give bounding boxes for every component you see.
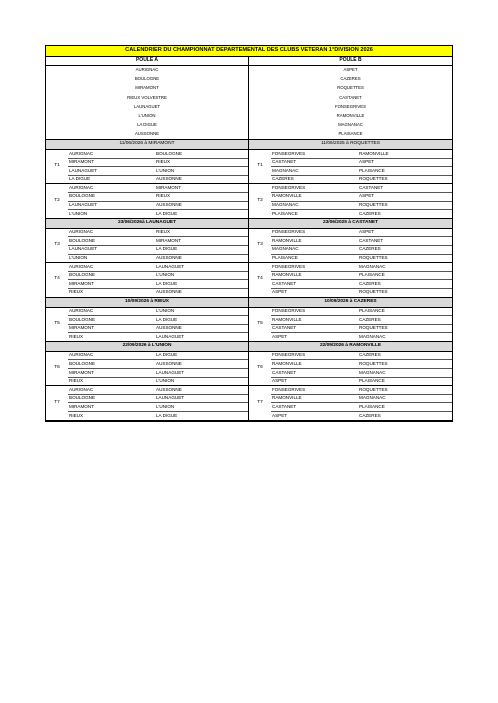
match-row xyxy=(68,403,248,412)
round-row xyxy=(46,263,452,297)
calendar-title: CALENDRIER DU CHAMPIONNAT DEPARTEMENTAL DES CLUBS VETERAN 1°DIVISION 2026 xyxy=(46,46,452,57)
pool-a-date: 10/09/2026 à RIEUX xyxy=(46,298,249,307)
away-team: LA DIGUE xyxy=(156,353,178,358)
home-team: PLAISANCE xyxy=(272,211,298,216)
match-list xyxy=(271,184,452,217)
home-team: LAUNAGUET xyxy=(69,203,98,208)
home-team: LAUNAGUET xyxy=(69,247,98,252)
match-row xyxy=(68,360,248,369)
away-team: CASTANET xyxy=(359,238,384,243)
away-team: RIEUX xyxy=(156,160,171,165)
home-team: RAMONVILLE xyxy=(272,361,302,366)
away-team: AUSSONNE xyxy=(156,290,182,295)
home-team: L'UNION xyxy=(69,211,88,216)
round-label: T7 xyxy=(257,399,263,405)
home-team: FONSEGRIVES xyxy=(272,387,306,392)
away-team: ROQUETTES xyxy=(359,177,388,182)
round-b xyxy=(249,386,452,420)
away-team: LA DIGUE xyxy=(156,413,178,418)
home-team: RIEUX xyxy=(69,334,84,339)
match-row xyxy=(271,246,452,255)
round-label: T4 xyxy=(257,276,263,282)
round-b xyxy=(249,352,452,386)
round-label: T6 xyxy=(257,365,263,371)
match-list xyxy=(68,386,248,419)
match-row xyxy=(271,352,452,361)
home-team: LA DIGUE xyxy=(69,177,91,182)
pool-team-item: PLAISANCE xyxy=(338,131,363,137)
away-team: MAGNANAC xyxy=(359,264,386,269)
match-row xyxy=(68,210,248,218)
away-team: ASPET xyxy=(359,230,375,235)
away-team: LAUNAGUET xyxy=(156,396,185,401)
home-team: FONSEGRIVES xyxy=(272,185,306,190)
round-row xyxy=(46,386,452,420)
round-b xyxy=(249,229,452,263)
away-team: AUSSONNE xyxy=(156,256,182,261)
pool-b-date: 23/06/2025 à CASTANET xyxy=(322,219,379,225)
round-a xyxy=(46,150,249,184)
match-row xyxy=(271,193,452,202)
pool-team-item: LA DIGUE xyxy=(137,122,157,128)
home-team: MAGNANAC xyxy=(272,203,299,208)
home-team: MAGNANAC xyxy=(272,168,299,173)
match-row xyxy=(68,412,248,420)
home-team: FONSEGRIVES xyxy=(272,230,306,235)
away-team: PLAISANCE xyxy=(359,168,385,173)
match-row xyxy=(68,378,248,386)
away-team: L'UNION xyxy=(156,404,175,409)
match-row xyxy=(68,386,248,395)
match-row xyxy=(68,150,248,159)
match-row xyxy=(271,316,452,325)
match-row xyxy=(68,369,248,378)
home-team: CASTANET xyxy=(272,370,297,375)
match-row xyxy=(271,229,452,238)
home-team: BOULOGNE xyxy=(69,396,96,401)
home-team: AURIGNAC xyxy=(69,309,94,313)
round-b xyxy=(249,263,452,297)
away-team: CAZERES xyxy=(359,317,381,322)
match-row xyxy=(68,176,248,184)
match-row xyxy=(68,289,248,297)
away-team: LAUNAGUET xyxy=(156,264,185,269)
away-team: ROQUETTES xyxy=(359,256,388,261)
match-list xyxy=(68,352,248,385)
round-b xyxy=(249,150,452,184)
away-team: AUSSONNE xyxy=(156,361,182,366)
pool-b-date: 10/09/2026 à CAZERES xyxy=(324,298,377,304)
home-team: RIEUX xyxy=(69,413,84,418)
match-row xyxy=(271,237,452,246)
match-row xyxy=(271,263,452,272)
pool-team-item: AURIGNAC xyxy=(135,66,159,72)
match-row xyxy=(68,316,248,325)
match-row xyxy=(68,325,248,334)
round-row xyxy=(46,184,452,218)
match-row xyxy=(68,167,248,176)
home-team: BOULOGNE xyxy=(69,273,96,278)
home-team: BOULOGNE xyxy=(69,194,96,199)
away-team: L'UNION xyxy=(156,309,175,313)
match-row xyxy=(68,308,248,317)
match-row xyxy=(271,386,452,395)
away-team: LAUNAGUET xyxy=(156,334,185,339)
away-team: MAGNANAC xyxy=(359,370,386,375)
pool-a-date: 23/06/2026à LAUNAGUET xyxy=(46,219,249,228)
home-team: CASTANET xyxy=(272,281,297,286)
match-row xyxy=(68,280,248,289)
pool-team-item: L'UNION xyxy=(138,112,156,118)
away-team: RAMONVILLE xyxy=(359,151,389,156)
match-row xyxy=(271,403,452,412)
pool-headers xyxy=(46,57,452,66)
match-list xyxy=(68,150,248,183)
match-row xyxy=(68,202,248,211)
match-day-date-row xyxy=(46,342,452,352)
away-team: ROQUETTES xyxy=(359,290,388,295)
match-row xyxy=(271,167,452,176)
pool-team-item: RIEUX VOLVESTRE xyxy=(127,94,167,100)
away-team: CAZERES xyxy=(359,247,381,252)
home-team: MIRAMONT xyxy=(69,404,95,409)
away-team: CAZERES xyxy=(359,413,381,418)
match-row xyxy=(68,352,248,361)
home-team: ASPET xyxy=(272,290,288,295)
away-team: CAZERES xyxy=(359,353,381,358)
home-team: RIEUX xyxy=(69,379,84,384)
home-team: ASPET xyxy=(272,413,288,418)
match-row xyxy=(68,255,248,263)
home-team: MIRAMONT xyxy=(69,370,95,375)
away-team: PLAISANCE xyxy=(359,404,385,409)
match-list xyxy=(271,263,452,296)
round-b xyxy=(249,184,452,218)
home-team: L'UNION xyxy=(69,256,88,261)
away-team: ROQUETTES xyxy=(359,203,388,208)
match-list xyxy=(68,184,248,217)
away-team: MIRAMONT xyxy=(156,238,182,243)
match-day-date-row xyxy=(46,140,452,150)
pool-b-date: 22/09/2026 à RAMONVILLE xyxy=(319,342,382,348)
away-team: BOULOGNE xyxy=(156,151,183,156)
pool-team-item: BOULOGNE xyxy=(134,76,160,82)
round-a xyxy=(46,263,249,297)
home-team: BOULOGNE xyxy=(69,238,96,243)
away-team: LA DIGUE xyxy=(156,317,178,322)
pool-a-date: 11/06/2026 à MIRAMONT xyxy=(46,140,249,149)
away-team: RIEUX xyxy=(156,230,171,235)
home-team: MAGNANAC xyxy=(272,247,299,252)
round-row xyxy=(46,308,452,342)
away-team: PLAISANCE xyxy=(359,309,385,313)
away-team: AUSSONNE xyxy=(156,203,182,208)
match-row xyxy=(271,395,452,404)
calendar-table xyxy=(45,45,453,422)
match-row xyxy=(68,184,248,193)
match-row xyxy=(271,369,452,378)
match-row xyxy=(271,360,452,369)
match-list xyxy=(271,386,452,419)
match-day-date-row xyxy=(46,219,452,229)
round-a xyxy=(46,184,249,218)
pool-team-item: MAGNANAC xyxy=(338,122,363,128)
match-row xyxy=(271,378,452,386)
round-label: T5 xyxy=(54,320,60,326)
match-row xyxy=(271,280,452,289)
home-team: CAZERES xyxy=(272,177,294,182)
round-label: T6 xyxy=(54,365,60,371)
home-team: RAMONVILLE xyxy=(272,317,302,322)
home-team: AURIGNAC xyxy=(69,230,94,235)
home-team: CASTANET xyxy=(272,326,297,331)
match-row xyxy=(271,333,452,341)
round-a xyxy=(46,308,249,342)
match-row xyxy=(68,272,248,281)
away-team: L'UNION xyxy=(156,168,175,173)
match-row xyxy=(271,412,452,420)
away-team: MIRAMONT xyxy=(156,185,182,190)
pool-b-team-list xyxy=(249,66,452,140)
match-row xyxy=(271,184,452,193)
home-team: AURIGNAC xyxy=(69,151,94,156)
away-team: L'UNION xyxy=(156,379,175,384)
pool-team-item: RAMONVILLE xyxy=(336,112,365,118)
match-row xyxy=(271,159,452,168)
away-team: AUSSONNE xyxy=(156,326,182,331)
match-row xyxy=(68,333,248,341)
away-team: CAZERES xyxy=(359,211,381,216)
round-row xyxy=(46,352,452,386)
away-team: ROQUETTES xyxy=(359,387,388,392)
round-label: T3 xyxy=(54,242,60,248)
match-day-date-row xyxy=(46,298,452,308)
away-team: MAGNANAC xyxy=(359,396,386,401)
home-team: RAMONVILLE xyxy=(272,273,302,278)
match-list xyxy=(271,308,452,341)
round-label: T1 xyxy=(257,163,263,169)
match-row xyxy=(68,229,248,238)
away-team: AUSSONNE xyxy=(156,387,182,392)
round-a xyxy=(46,386,249,420)
away-team: ASPET xyxy=(359,194,375,199)
away-team: LAUNAGUET xyxy=(156,370,185,375)
away-team: PLAISANCE xyxy=(359,379,385,384)
away-team: LA DIGUE xyxy=(156,281,178,286)
away-team: AUSSONNE xyxy=(156,177,182,182)
pool-team-item: MIRAMONT xyxy=(135,85,159,91)
round-b xyxy=(249,308,452,342)
away-team: LA DIGUE xyxy=(156,247,178,252)
match-row xyxy=(68,237,248,246)
pool-a-header: POULE A xyxy=(46,57,249,66)
pool-team-item: LAUNAGUET xyxy=(133,103,161,109)
round-label: T7 xyxy=(54,399,60,405)
home-team: FONSEGRIVES xyxy=(272,353,306,358)
round-a xyxy=(46,352,249,386)
home-team: MIRAMONT xyxy=(69,326,95,331)
round-label: T4 xyxy=(54,276,60,282)
home-team: RAMONVILLE xyxy=(272,238,302,243)
home-team: RIEUX xyxy=(69,290,84,295)
home-team: RAMONVILLE xyxy=(272,194,302,199)
match-list xyxy=(68,263,248,296)
match-row xyxy=(271,202,452,211)
match-row xyxy=(68,159,248,168)
away-team: CASTANET xyxy=(359,185,384,190)
match-list xyxy=(271,150,452,183)
match-row xyxy=(271,272,452,281)
home-team: ASPET xyxy=(272,379,288,384)
away-team: PLAISANCE xyxy=(359,273,385,278)
match-row xyxy=(271,325,452,334)
round-label: T3 xyxy=(257,242,263,248)
home-team: BOULOGNE xyxy=(69,361,96,366)
match-list xyxy=(271,352,452,385)
match-list xyxy=(68,229,248,262)
home-team: FONSEGRIVES xyxy=(272,309,306,313)
round-row xyxy=(46,229,452,263)
home-team: AURIGNAC xyxy=(69,185,94,190)
home-team: LAUNAGUET xyxy=(69,168,98,173)
round-label: T2 xyxy=(54,197,60,203)
home-team: CASTANET xyxy=(272,160,297,165)
pool-team-item: CAZERES xyxy=(340,76,361,82)
away-team: CAZERES xyxy=(359,281,381,286)
match-row xyxy=(271,289,452,297)
home-team: MIRAMONT xyxy=(69,281,95,286)
match-row xyxy=(271,150,452,159)
round-label: T1 xyxy=(54,163,60,169)
pool-b-date: 11/06/2025 à ROQUETTES xyxy=(321,141,380,147)
away-team: LA DIGUE xyxy=(156,211,178,216)
round-label: T5 xyxy=(257,320,263,326)
home-team: RAMONVILLE xyxy=(272,396,302,401)
home-team: FONSEGRIVES xyxy=(272,264,306,269)
home-team: MIRAMONT xyxy=(69,160,95,165)
home-team: FONSEGRIVES xyxy=(272,151,306,156)
away-team: ROQUETTES xyxy=(359,361,388,366)
away-team: ROQUETTES xyxy=(359,326,388,331)
match-days xyxy=(46,140,452,421)
away-team: RIEUX xyxy=(156,194,171,199)
away-team: MAGNANAC xyxy=(359,334,386,339)
away-team: ASPET xyxy=(359,160,375,165)
match-row xyxy=(271,176,452,184)
home-team: AURIGNAC xyxy=(69,353,94,358)
pool-team-lists xyxy=(46,66,452,141)
away-team: L'UNION xyxy=(156,273,175,278)
match-row xyxy=(68,193,248,202)
match-row xyxy=(68,246,248,255)
pool-team-item: AUSSONNE xyxy=(134,131,160,137)
pool-b-header: POULE B xyxy=(249,57,452,66)
round-label: T2 xyxy=(257,197,263,203)
pool-team-item: ROQUETTES xyxy=(337,85,364,91)
match-list xyxy=(68,308,248,341)
match-row xyxy=(271,255,452,263)
match-list xyxy=(271,229,452,262)
match-row xyxy=(68,263,248,272)
pool-team-item: FONSEGRIVES xyxy=(334,103,367,109)
match-row xyxy=(68,395,248,404)
home-team: BOULOGNE xyxy=(69,317,96,322)
match-row xyxy=(271,308,452,317)
pool-team-item: CASTANET xyxy=(339,94,362,100)
pool-team-item: ASPET xyxy=(343,66,358,72)
match-row xyxy=(271,210,452,218)
home-team: CASTANET xyxy=(272,404,297,409)
home-team: PLAISANCE xyxy=(272,256,298,261)
pool-a-date: 22/09/2026 à L'UNION xyxy=(46,342,249,351)
home-team: AURIGNAC xyxy=(69,264,94,269)
pool-a-team-list xyxy=(46,66,249,140)
round-row xyxy=(46,150,452,184)
round-a xyxy=(46,229,249,263)
home-team: ASPET xyxy=(272,334,288,339)
home-team: AURIGNAC xyxy=(69,387,94,392)
